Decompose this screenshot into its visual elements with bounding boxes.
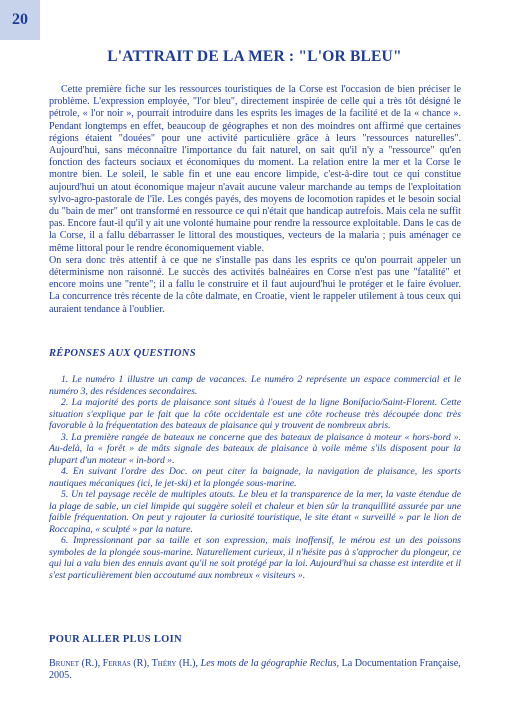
page-number: 20: [12, 11, 28, 28]
page-number-tab: [0, 0, 40, 40]
intro-text: [49, 84, 461, 316]
answers-list: [49, 374, 461, 581]
answers-heading: RÉPONSES AUX QUESTIONS: [49, 348, 196, 359]
answer-item: 2. La majorité des ports de plaisance sont situés à l'ouest de la ligne Bonifacio/Saint-Florent. Cette situation s'explique par le fait que la côte occidentale est une côte rocheuse très découpée donc très favorable à la fréquentation des bateaux de plaisance qui y trouvent de nombreux abris.: [49, 397, 461, 431]
bibliography-publisher: , La Documentation Française, 2005.: [49, 658, 461, 682]
answer-item: 1. Le numéro 1 illustre un camp de vacances. Le numéro 2 représente un espace commercial et le numéro 3, des résidences secondaires.: [49, 374, 461, 397]
bibliography-title: Les mots de la géographie Reclus: [200, 658, 337, 669]
page-title: L'ATTRAIT DE LA MER : "L'OR BLEU": [107, 48, 402, 65]
answer-item: 5. Un tel paysage recèle de multiples atouts. Le bleu et la transparence de la mer, la vaste étendue de la plage de sable, un ciel limpide qui suggère soleil et chaleur et bien sûr la tranquillité assurée par une faible fréquentation. On peut y rajouter la curiosité touristique, le site étant « surveillé » par le lion de Roccapina, « sculpté » par la nature.: [49, 489, 461, 535]
answer-item: 6. Impressionnant par sa taille et son expression, mais inoffensif, le mérou est un des poissons symboles de la plongée sous-marine. Naturellement curieux, il n'hésite pas à s'approcher du plongeur, ce qui lui a valu bien des ennuis avant qu'il ne soit protégé par la loi. Aujourd'hui sa chasse est interdite et il s'est particulièrement bien accoutumé aux nombreux « visiteurs ».: [49, 535, 461, 581]
intro-paragraph: On sera donc très attentif à ce que ne s'installe pas dans les esprits ce qu'on pourrait appeler un déterminisme non raisonné. Le succès des activités balnéaires en Corse n'est pas une "fatalité" et encore moins une "rente"; il a fallu le construire et il faut aujourd'hui le protéger et le faire évoluer. La concurrence très récente de la côte dalmate, en Croatie, vient le rappeler utilement à tous ceux qui auraient tendance à l'oublier.: [49, 254, 461, 315]
intro-paragraph: Cette première fiche sur les ressources touristiques de la Corse est l'occasion de bien préciser le problème. L'expression employée, "l'or bleu", directement inspirée de celle qui a très tôt désigné le pétrole, « l'or noir », pourrait introduire dans les esprits les images de la facilité et de la « chance ». Pendant longtemps en effet, beaucoup de géographes et non des moindres ont affirmé que certaines régions étaient "douées" pour une activité particulière grâce à leurs "ressources naturelles". Aujourd'hui, sans méconnaître l'importance du fait naturel, on sait qu'il n'y a "ressource" qu'en fonction des facteurs sociaux et économiques du moment. La relation entre la mer et la Corse le montre bien. Le soleil, le sable fin et une eau encore limpide, c'est-à-dire tout ce qui constitue aujourd'hui un atout économique majeur n'avait aucune valeur marchande au temps de l'exploitation sylvo-agro-pastorale de l'île. Les congés payés, des moyens de locomotion rapides et le besoin social du "bain de mer" ont transformé en ressource ce qui n'était que handicap autrefois. Mais cela ne suffit pas. Encore faut-il qu'il y ait une volonté humaine pour rendre la ressource exploitable. Dans le cas de la Corse, il a fallu débarrasser le littoral des moustiques, vecteurs de la malaria ; puis aménager ce même littoral pour le rendre économiquement viable.: [49, 84, 461, 254]
bibliography-authors: Brunet (R.), Ferras (R), Théry (H.),: [49, 658, 201, 669]
bibliography-entry: [49, 658, 461, 682]
further-reading-heading: POUR ALLER PLUS LOIN: [49, 634, 182, 645]
answer-item: 4. En suivant l'ordre des Doc. on peut citer la baignade, la navigation de plaisance, les sports nautiques mécaniques (ici, le jet-ski) et la plongée sous-marine.: [49, 466, 461, 489]
answer-item: 3. La première rangée de bateaux ne concerne que des bateaux de plaisance à moteur « hors-bord ». Au-delà, la « forêt » de mâts signale des bateaux de plaisance à voile même s'ils disposent pour la plupart d'un moteur « in-bord ».: [49, 431, 461, 466]
